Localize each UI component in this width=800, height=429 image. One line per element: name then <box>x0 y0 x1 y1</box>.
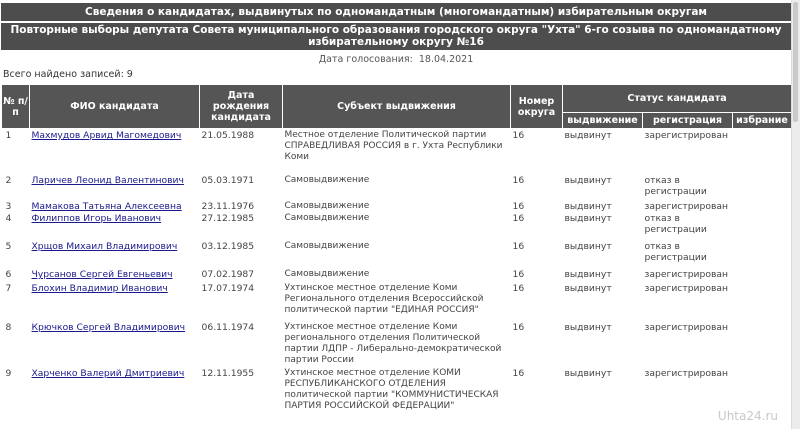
nomination-cell: выдвинут <box>564 213 612 224</box>
vote-date <box>0 54 792 65</box>
district-cell: 16 <box>512 368 525 379</box>
dob-cell: 23.11.1976 <box>201 201 255 212</box>
registration-cell: отказ в регистрации <box>644 175 707 197</box>
dob-cell: 17.07.1974 <box>201 283 255 294</box>
row-num: 3 <box>5 201 12 212</box>
col-header-registration[interactable]: регистрация <box>643 113 733 129</box>
row-num: 5 <box>5 241 12 252</box>
candidate-name-link[interactable]: Махмудов Арвид Магомедович <box>31 130 182 141</box>
col-header-dob[interactable]: Дата рождения кандидата <box>200 85 283 129</box>
registration-cell: зарегистрирован <box>644 269 729 280</box>
dob-cell: 27.12.1985 <box>201 213 255 224</box>
table-row <box>2 240 792 268</box>
election-cell <box>733 200 792 212</box>
dob-cell: 21.05.1988 <box>201 130 255 141</box>
table-row <box>2 321 792 367</box>
table-row <box>2 212 792 240</box>
nomination-cell: выдвинут <box>564 130 612 141</box>
dob-cell: 12.11.1955 <box>201 368 255 379</box>
watermark: Uhta24.ru <box>717 409 778 423</box>
candidate-name-cell <box>30 212 200 240</box>
candidate-name-cell <box>30 321 200 367</box>
subject-cell: Самовыдвижение <box>284 175 370 185</box>
table-row <box>2 367 792 423</box>
registration-cell: отказ в регистрации <box>644 213 707 235</box>
vote-date-label: Дата голосования: <box>318 54 413 65</box>
election-title-line1: Повторные выборы депутата Совета муниципального образования городского округа "Ухта" 6-го созыва по одномандатному <box>10 24 782 36</box>
district-cell: 16 <box>512 201 525 212</box>
col-header-name[interactable]: ФИО кандидата <box>30 85 200 129</box>
subject-cell: Ухтинское местное отделение Коми Регионального отделения Всероссийской политической партии "ЕДИНАЯ РОССИЯ" <box>284 283 484 315</box>
candidate-name-cell <box>30 282 200 321</box>
nomination-cell: выдвинут <box>564 322 612 333</box>
registration-cell: зарегистрирован <box>644 201 729 212</box>
subject-cell: Самовыдвижение <box>284 269 370 279</box>
dob-cell: 03.12.1985 <box>201 241 255 252</box>
election-cell <box>733 174 792 200</box>
col-header-district[interactable]: Номер округа <box>511 85 563 129</box>
candidate-name-link[interactable]: Филиппов Игорь Иванович <box>31 213 162 224</box>
row-num: 8 <box>5 322 12 333</box>
registration-cell: зарегистрирован <box>644 322 729 333</box>
row-num: 9 <box>5 368 12 379</box>
table-row <box>2 282 792 321</box>
col-header-status: Статус кандидата <box>563 85 792 113</box>
row-num: 7 <box>5 283 12 294</box>
row-num: 4 <box>5 213 12 224</box>
dob-cell: 07.02.1987 <box>201 269 255 280</box>
col-header-num: № п/п <box>2 85 30 129</box>
candidate-name-cell <box>30 268 200 282</box>
candidate-name-link[interactable]: Харченко Валерий Дмитриевич <box>31 368 185 379</box>
district-cell: 16 <box>512 130 525 141</box>
candidate-name-cell <box>30 240 200 268</box>
subject-cell: Ухтинское местное отделение Коми регионального отделения Политической партии ЛДПР - Либерально-демократической партии России <box>284 322 502 365</box>
district-cell: 16 <box>512 322 525 333</box>
election-title-line2: избирательному округу №16 <box>308 36 484 48</box>
election-cell <box>733 321 792 367</box>
subject-cell: Ухтинское местное отделение КОМИ РЕСПУБЛИКАНСКОГО ОТДЕЛЕНИЯ политической партии "КОММУНИСТИЧЕСКАЯ ПАРТИЯ РОССИЙСКОЙ ФЕДЕРАЦИИ" <box>284 368 499 411</box>
election-cell <box>733 212 792 240</box>
col-header-election[interactable]: избрание <box>733 113 792 129</box>
election-title <box>1 23 791 50</box>
election-cell <box>733 129 792 175</box>
vertical-scrollbar[interactable] <box>791 0 800 429</box>
district-cell: 16 <box>512 213 525 224</box>
subject-cell: Самовыдвижение <box>284 241 370 251</box>
district-cell: 16 <box>512 175 525 186</box>
nomination-cell: выдвинут <box>564 368 612 379</box>
nomination-cell: выдвинут <box>564 269 612 280</box>
nomination-cell: выдвинут <box>564 241 612 252</box>
candidate-name-link[interactable]: Ларичев Леонид Валентинович <box>31 175 184 186</box>
candidate-name-link[interactable]: Хрщов Михаил Владимирович <box>31 241 178 252</box>
candidate-name-cell <box>30 200 200 212</box>
table-row <box>2 129 792 175</box>
records-count: Всего найдено записей: 9 <box>3 69 133 80</box>
candidate-name-cell <box>30 367 200 423</box>
district-cell: 16 <box>512 283 525 294</box>
row-num: 2 <box>5 175 12 186</box>
table-row <box>2 200 792 212</box>
candidate-name-cell <box>30 174 200 200</box>
candidate-name-link[interactable]: Мамакова Татьяна Алексеевна <box>31 201 182 212</box>
registration-cell: отказ в регистрации <box>644 241 707 263</box>
district-cell: 16 <box>512 269 525 280</box>
subject-cell: Самовыдвижение <box>284 201 370 211</box>
col-header-subject[interactable]: Субъект выдвижения <box>283 85 511 129</box>
row-num: 1 <box>5 130 12 141</box>
row-num: 6 <box>5 269 12 280</box>
vote-date-value: 18.04.2021 <box>418 54 474 65</box>
nomination-cell: выдвинут <box>564 201 612 212</box>
subject-cell: Местное отделение Политической партии СПРАВЕДЛИВАЯ РОССИЯ в г. Ухта Республики Коми <box>284 130 503 162</box>
nomination-cell: выдвинут <box>564 175 612 186</box>
col-header-nomination[interactable]: выдвижение <box>563 113 643 129</box>
table-row <box>2 174 792 200</box>
candidate-name-link[interactable]: Крючков Сергей Владимирович <box>31 322 186 333</box>
registration-cell: зарегистрирован <box>644 368 729 379</box>
candidate-name-link[interactable]: Блохин Владимир Иванович <box>31 283 168 294</box>
district-cell: 16 <box>512 241 525 252</box>
page-title: Сведения о кандидатах, выдвинутых по одномандатным (многомандатным) избирательным округам <box>1 3 791 21</box>
candidate-name-link[interactable]: Чурсанов Сергей Евгеньевич <box>31 269 173 280</box>
election-cell <box>733 240 792 268</box>
dob-cell: 06.11.1974 <box>201 322 255 333</box>
election-cell <box>733 282 792 321</box>
nomination-cell: выдвинут <box>564 283 612 294</box>
scrollbar-thumb[interactable] <box>793 2 798 122</box>
candidates-table <box>1 84 792 423</box>
candidate-name-cell <box>30 129 200 175</box>
subject-cell: Самовыдвижение <box>284 213 370 223</box>
table-row <box>2 268 792 282</box>
election-cell <box>733 268 792 282</box>
registration-cell: зарегистрирован <box>644 283 729 294</box>
registration-cell: зарегистрирован <box>644 130 729 141</box>
dob-cell: 05.03.1971 <box>201 175 255 186</box>
